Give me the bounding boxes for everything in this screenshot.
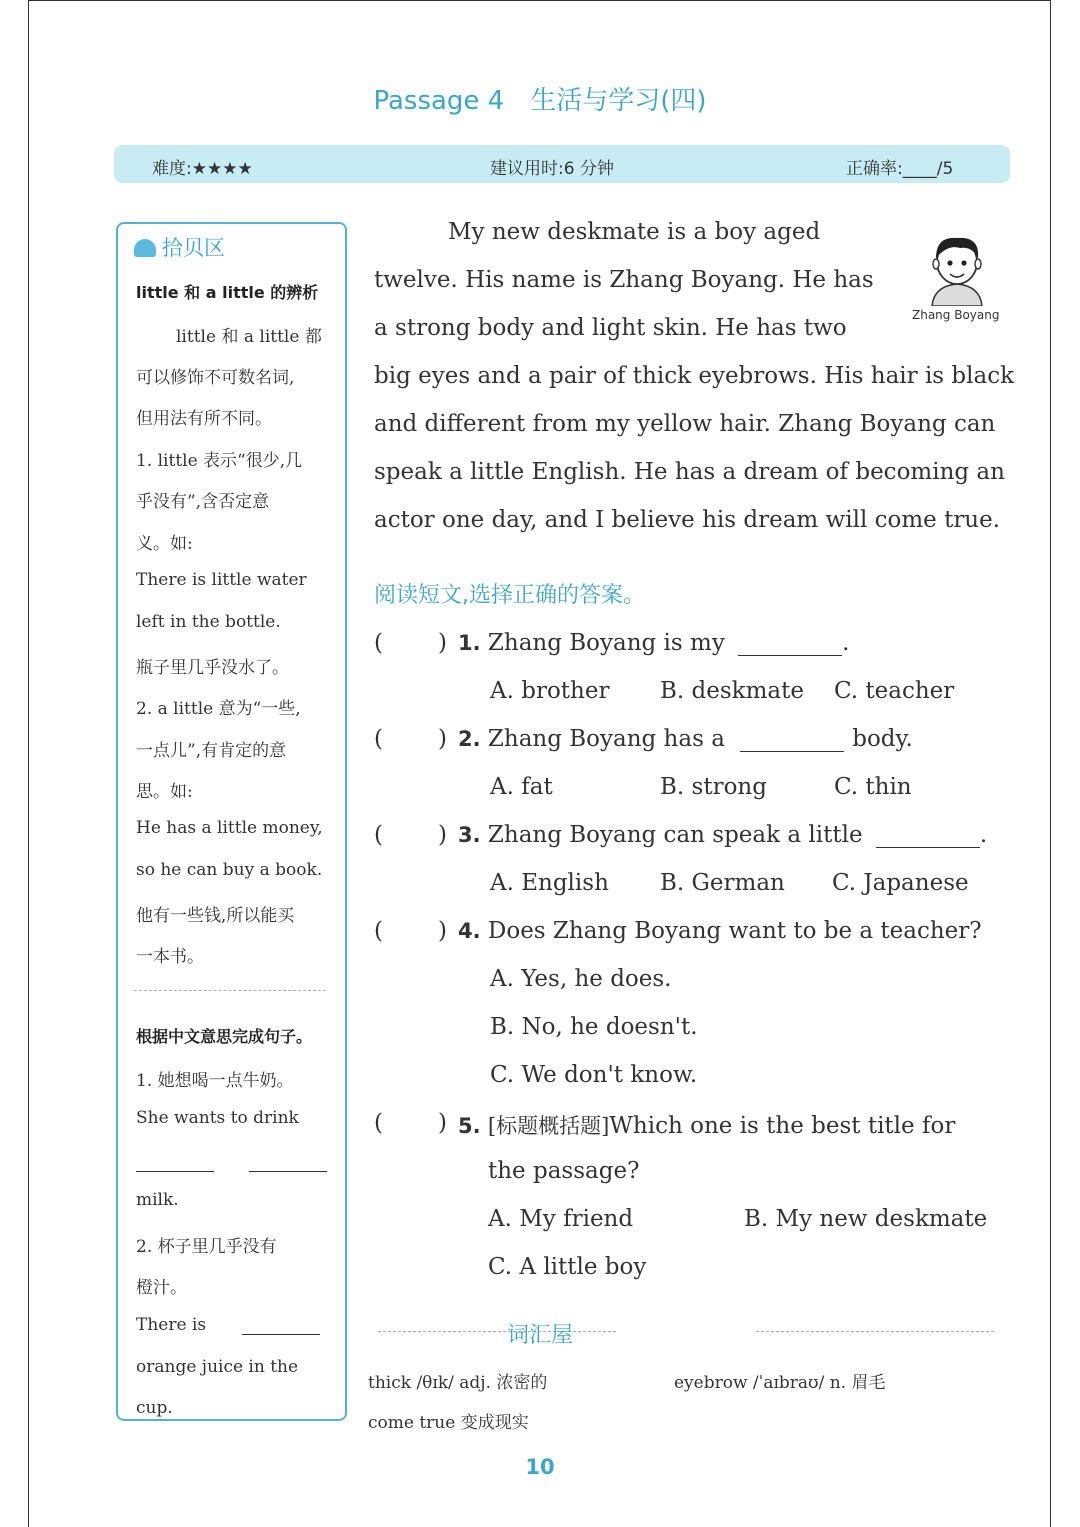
- sidebar-line: little 和 a little 都: [176, 327, 322, 347]
- question-number: 4.: [458, 919, 481, 943]
- exercise-2-cn-b: 橙汁。: [136, 1278, 187, 1298]
- option[interactable]: C. teacher: [834, 678, 955, 704]
- sidebar-heading: [134, 232, 225, 262]
- answer-paren-open: (: [374, 726, 383, 752]
- option[interactable]: C. A little boy: [488, 1254, 647, 1280]
- question-text-end: .: [979, 822, 988, 848]
- exercise-2-en-b: orange juice in the: [136, 1357, 299, 1377]
- question-number: 1.: [458, 631, 481, 655]
- sidebar-divider: [134, 990, 326, 991]
- sidebar-line: 2. a little 意为“一些,: [136, 699, 301, 719]
- option[interactable]: A. brother: [490, 678, 610, 704]
- option[interactable]: A. Yes, he does.: [490, 966, 672, 992]
- answer-paren-close: ): [438, 726, 447, 752]
- exercise-1-en: She wants to drink: [136, 1108, 299, 1128]
- option[interactable]: B. German: [660, 870, 785, 896]
- option[interactable]: B. deskmate: [660, 678, 804, 704]
- answer-paren-open: (: [374, 630, 383, 656]
- sidebar-line: 义。如:: [136, 534, 193, 554]
- exercise-2-cn-a: 2. 杯子里几乎没有: [136, 1237, 277, 1257]
- question-2: [458, 726, 913, 752]
- option[interactable]: A. fat: [490, 774, 553, 800]
- passage-line: big eyes and a pair of thick eyebrows. His hair is black: [374, 363, 1015, 389]
- sidebar-line: 一点儿”,有肯定的意: [136, 741, 287, 761]
- sidebar-line: He has a little money,: [136, 818, 323, 838]
- answer-paren-close: ): [438, 918, 447, 944]
- answer-blank[interactable]: [249, 1157, 327, 1172]
- option[interactable]: A. English: [490, 870, 609, 896]
- tip-sidebar: [116, 222, 347, 1421]
- boy-illustration: [924, 230, 990, 306]
- passage-line: actor one day, and I believe his dream will come true.: [374, 507, 1001, 533]
- option[interactable]: B. My new deskmate: [744, 1206, 988, 1232]
- sidebar-line: 1. little 表示“很少,几: [136, 451, 303, 471]
- question-text: Zhang Boyang can speak a little: [487, 822, 863, 848]
- exercise-1-blanks: [136, 1152, 328, 1172]
- question-4: [458, 918, 982, 944]
- exercise-title: 根据中文意思完成句子。: [136, 1027, 313, 1046]
- option[interactable]: C. We don't know.: [490, 1062, 698, 1088]
- sidebar-subtitle: little 和 a little 的辨析: [136, 283, 319, 302]
- question-text: Does Zhang Boyang want to be a teacher?: [487, 918, 982, 944]
- option[interactable]: A. My friend: [488, 1206, 634, 1232]
- sidebar-line: 乎没有”,含否定意: [136, 492, 270, 512]
- sidebar-line: There is little water: [136, 570, 307, 590]
- page-frame-left: [28, 0, 29, 1527]
- passage-line: My new deskmate is a boy aged: [448, 219, 821, 245]
- sidebar-line: 可以修饰不可数名词,: [136, 368, 295, 388]
- passage-line: twelve. His name is Zhang Boyang. He has: [374, 267, 874, 293]
- option[interactable]: C. Japanese: [832, 870, 969, 896]
- exercise-2-en-a: There is: [136, 1315, 207, 1335]
- exercise-2-en-c: cup.: [136, 1398, 173, 1418]
- question-tag: [标题概括题]: [487, 1114, 610, 1138]
- question-number: 3.: [458, 823, 481, 847]
- question-5: [458, 1110, 955, 1140]
- passage-line: and different from my yellow hair. Zhang Boyang can: [374, 411, 996, 437]
- answer-paren-close: ): [438, 822, 447, 848]
- vocab-item: thick /θɪk/ adj. 浓密的: [368, 1373, 548, 1393]
- question-number: 2.: [458, 727, 481, 751]
- answer-paren-open: (: [374, 1110, 383, 1136]
- exercise-1-cn: 1. 她想喝一点牛奶。: [136, 1071, 294, 1091]
- vocab-item: eyebrow /ˈaɪbraʊ/ n. 眉毛: [674, 1373, 886, 1393]
- answer-paren-close: ): [438, 630, 447, 656]
- instruction: 阅读短文,选择正确的答案。: [374, 583, 645, 608]
- question-text-end: .: [842, 630, 850, 656]
- image-caption: Zhang Boyang: [912, 308, 1000, 322]
- vocab-heading: 词汇屋: [506, 1323, 573, 1348]
- question-text-end: body.: [852, 726, 913, 752]
- sidebar-line: left in the bottle.: [136, 612, 281, 632]
- shell-icon: [134, 239, 156, 257]
- answer-paren-open: (: [374, 918, 383, 944]
- answer-blank[interactable]: [738, 641, 842, 656]
- passage-label: Passage 4: [373, 86, 505, 116]
- option[interactable]: C. thin: [834, 774, 912, 800]
- sidebar-line: 思。如:: [136, 782, 193, 802]
- accuracy-label: 正确率:____/5: [846, 159, 954, 179]
- answer-blank[interactable]: [876, 833, 980, 848]
- answer-paren-open: (: [374, 822, 383, 848]
- question-text: Zhang Boyang has a: [487, 726, 725, 752]
- sidebar-line: 他有一些钱,所以能买: [136, 906, 295, 926]
- difficulty-label: 难度:★★★★: [152, 159, 253, 179]
- answer-blank[interactable]: [740, 737, 844, 752]
- question-text: Which one is the best title for: [609, 1113, 956, 1139]
- sidebar-line: 瓶子里几乎没水了。: [136, 658, 289, 678]
- question-text: Zhang Boyang is my: [487, 630, 725, 656]
- answer-blank[interactable]: [136, 1157, 214, 1172]
- title-cn: 生活与学习(四): [530, 86, 707, 116]
- passage-line: speak a little English. He has a dream of becoming an: [374, 459, 1005, 485]
- page-title: [0, 80, 1080, 117]
- question-5-cont: the passage?: [488, 1158, 640, 1184]
- info-bar: [114, 145, 1010, 183]
- question-3: [458, 822, 987, 848]
- exercise-1-end: milk.: [136, 1190, 179, 1210]
- question-1: [458, 630, 849, 656]
- answer-paren-close: ): [438, 1110, 447, 1136]
- page-number: 10: [525, 1455, 555, 1479]
- sidebar-line: 但用法有所不同。: [136, 409, 272, 429]
- sidebar-heading-text: 拾贝区: [162, 236, 225, 260]
- time-label: 建议用时:6 分钟: [490, 159, 614, 179]
- sidebar-line: 一本书。: [136, 947, 204, 967]
- option[interactable]: B. strong: [660, 774, 767, 800]
- question-number: 5.: [458, 1114, 481, 1138]
- passage-line: a strong body and light skin. He has two: [374, 315, 847, 341]
- vocab-item: come true 变成现实: [368, 1413, 529, 1433]
- page-frame-top: [28, 0, 1051, 1]
- option[interactable]: B. No, he doesn't.: [490, 1014, 698, 1040]
- sidebar-line: so he can buy a book.: [136, 860, 323, 880]
- vocab-divider-right: [756, 1331, 994, 1332]
